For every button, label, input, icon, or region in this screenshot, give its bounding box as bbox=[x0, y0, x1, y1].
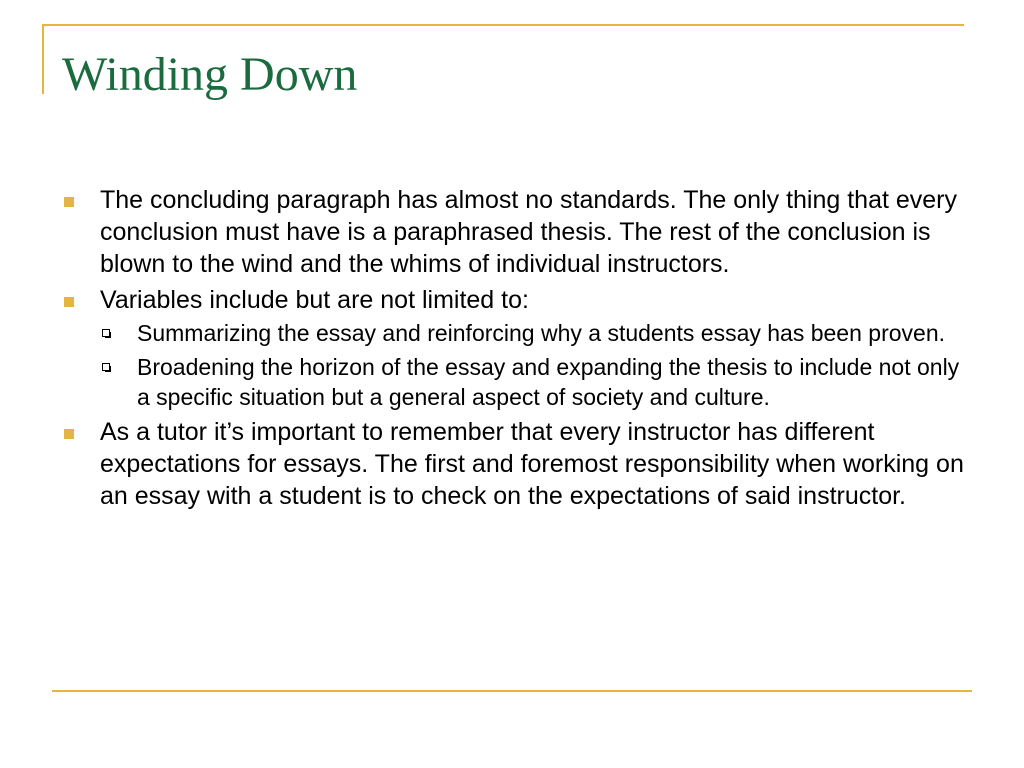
sub-bullet-text: Broadening the horizon of the essay and expanding the thesis to include not only a specific situation but a general aspect of society and culture. bbox=[137, 354, 960, 410]
bullet-item bbox=[62, 284, 967, 412]
sub-bullet-text: Summarizing the essay and reinforcing why a students essay has been proven. bbox=[137, 320, 945, 346]
top-border-line bbox=[44, 24, 964, 26]
square-bullet-icon bbox=[64, 297, 74, 307]
hollow-square-bullet-icon bbox=[102, 363, 110, 371]
square-bullet-icon bbox=[64, 429, 74, 439]
bullet-text: Variables include but are not limited to: bbox=[100, 286, 529, 314]
bullet-text: The concluding paragraph has almost no standards. The only thing that every conclusion must have is a paraphrased thesis. The rest of the conclusion is blown to the wind and the whims of individual instructors. bbox=[100, 186, 958, 278]
bottom-border-line bbox=[52, 690, 972, 692]
bullet-text: As a tutor it’s important to remember that every instructor has different expectations for essays. The first and foremost responsibility when working on an essay with a student is to check on the expectations of said instructor. bbox=[100, 418, 964, 510]
bullet-list bbox=[62, 184, 967, 516]
sub-bullet-item bbox=[100, 318, 967, 348]
bullet-item bbox=[62, 184, 967, 280]
left-border-line bbox=[42, 24, 44, 94]
bullet-item bbox=[62, 416, 967, 512]
sub-bullet-item bbox=[100, 352, 967, 412]
hollow-square-bullet-icon bbox=[102, 329, 110, 337]
sub-bullet-list bbox=[100, 318, 967, 412]
slide-title: Winding Down bbox=[62, 48, 358, 101]
square-bullet-icon bbox=[64, 197, 74, 207]
